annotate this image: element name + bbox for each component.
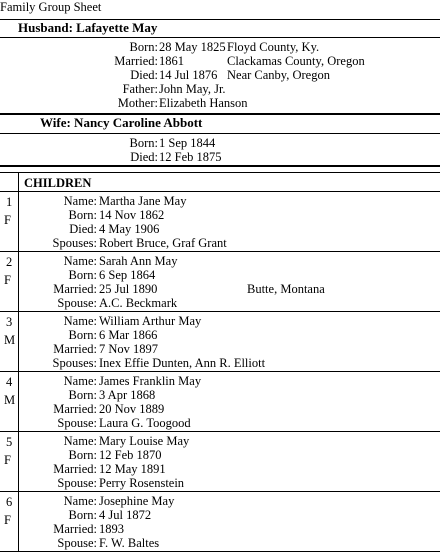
- child-fact-value: 12 May 1891: [99, 462, 166, 476]
- child-entry: [0, 492, 440, 552]
- child-fact-label: Married :: [53, 282, 97, 296]
- wife-fact-row: [0, 150, 440, 164]
- child-fact-label: Born :: [69, 328, 97, 342]
- wife-fact-value: 1 Sep 1844: [159, 136, 216, 150]
- child-fact-value: F. W. Baltes: [99, 536, 160, 550]
- child-sex: F: [4, 213, 11, 227]
- child-fact-row: [0, 222, 440, 236]
- child-fact-row: [0, 194, 440, 208]
- child-fact-label: Married :: [53, 462, 97, 476]
- child-fact-value: A.C. Beckmark: [99, 296, 178, 310]
- child-entry: [0, 252, 440, 312]
- child-separator-rule: [0, 551, 440, 552]
- child-sex: F: [4, 453, 11, 467]
- child-fact-label: Name :: [64, 194, 97, 208]
- child-fact-row: [0, 402, 440, 416]
- child-fact-row: [0, 476, 440, 490]
- child-fact-row: [0, 434, 440, 448]
- child-fact-label: Married :: [53, 342, 97, 356]
- husband-fact-row: [0, 54, 440, 68]
- child-number: 4: [6, 375, 13, 389]
- child-fact-value: Josephine May: [99, 494, 175, 508]
- child-sex: M: [4, 333, 16, 347]
- husband-heading: Husband: Lafayette May: [18, 20, 158, 35]
- child-fact-label: Died :: [69, 222, 97, 236]
- child-fact-value: 4 Jul 1872: [99, 508, 152, 522]
- child-fact-place: Butte, Montana: [247, 282, 325, 296]
- child-fact-label: Spouse :: [57, 536, 97, 550]
- child-number: 2: [6, 255, 13, 269]
- child-sex: M: [4, 393, 16, 407]
- husband-fact-value: John May, Jr.: [159, 82, 226, 96]
- husband-fact-label: Mother :: [118, 96, 158, 110]
- wife-heading: Wife: Nancy Caroline Abbott: [40, 115, 203, 130]
- child-fact-label: Married :: [53, 522, 97, 536]
- child-fact-value: Robert Bruce, Graf Grant: [99, 236, 227, 250]
- page-title: Family Group Sheet: [0, 0, 102, 14]
- husband-fact-value: Elizabeth Hanson: [159, 96, 248, 110]
- child-fact-value: 1893: [99, 522, 124, 536]
- child-fact-row: [0, 508, 440, 522]
- child-number: 3: [6, 315, 13, 329]
- wife-fact-value: 12 Feb 1875: [159, 150, 222, 164]
- child-fact-row: [0, 296, 440, 310]
- child-fact-row: [0, 374, 440, 388]
- children-top-rule: [0, 165, 440, 167]
- child-fact-label: Spouse :: [57, 296, 97, 310]
- child-fact-value: 4 May 1906: [99, 222, 160, 236]
- child-fact-value: 6 Sep 1864: [99, 268, 156, 282]
- child-sex: F: [4, 513, 11, 527]
- child-entry: [0, 192, 440, 252]
- child-fact-value: Laura G. Toogood: [99, 416, 191, 430]
- child-fact-label: Spouse :: [57, 416, 97, 430]
- child-fact-value: Mary Louise May: [99, 434, 190, 448]
- child-fact-value: 14 Nov 1862: [99, 208, 165, 222]
- children-heading: CHILDREN: [24, 176, 92, 190]
- husband-fact-row: [0, 82, 440, 96]
- child-fact-row: [0, 328, 440, 342]
- child-fact-row: [0, 268, 440, 282]
- child-fact-value: William Arthur May: [99, 314, 202, 328]
- child-fact-row: [0, 416, 440, 430]
- wife-fact-row: [0, 136, 440, 150]
- child-fact-row: [0, 254, 440, 268]
- child-fact-row: [0, 448, 440, 462]
- child-fact-value: 6 Mar 1866: [99, 328, 158, 342]
- wife-heading-rule: [0, 133, 440, 134]
- child-fact-label: Name :: [64, 434, 97, 448]
- child-number: 5: [6, 435, 13, 449]
- child-entry: [0, 372, 440, 432]
- husband-fact-label: Born :: [130, 40, 158, 54]
- child-fact-value: James Franklin May: [99, 374, 202, 388]
- child-fact-label: Name :: [64, 374, 97, 388]
- child-fact-label: Name :: [64, 314, 97, 328]
- child-number: 1: [6, 195, 13, 209]
- child-fact-label: Name :: [64, 254, 97, 268]
- child-sex: F: [4, 273, 11, 287]
- child-fact-label: Spouse :: [57, 476, 97, 490]
- child-fact-row: [0, 208, 440, 222]
- husband-heading-rule: [0, 37, 440, 38]
- child-fact-row: [0, 342, 440, 356]
- child-fact-value: Sarah Ann May: [99, 254, 178, 268]
- husband-fact-place: Clackamas County, Oregon: [227, 54, 365, 68]
- husband-fact-label: Died :: [130, 68, 158, 82]
- child-fact-label: Spouses :: [53, 236, 97, 250]
- child-fact-label: Name :: [64, 494, 97, 508]
- child-fact-label: Born :: [69, 268, 97, 282]
- child-fact-value: 12 Feb 1870: [99, 448, 162, 462]
- child-fact-row: [0, 388, 440, 402]
- child-fact-value: 7 Nov 1897: [99, 342, 159, 356]
- child-fact-row: [0, 462, 440, 476]
- child-fact-value: 20 Nov 1889: [99, 402, 165, 416]
- child-fact-label: Born :: [69, 208, 97, 222]
- child-fact-value: Inex Effie Dunten, Ann R. Elliott: [99, 356, 266, 370]
- child-fact-value: 3 Apr 1868: [99, 388, 156, 402]
- child-fact-label: Born :: [69, 508, 97, 522]
- husband-fact-label: Father :: [123, 82, 158, 96]
- wife-fact-label: Born :: [130, 136, 158, 150]
- child-fact-row: [0, 236, 440, 250]
- child-fact-row: [0, 314, 440, 328]
- child-fact-row: [0, 282, 440, 296]
- husband-fact-place: Floyd County, Ky.: [227, 40, 320, 54]
- child-fact-value: Martha Jane May: [99, 194, 187, 208]
- child-entry: [0, 312, 440, 372]
- child-fact-label: Married :: [53, 402, 97, 416]
- child-fact-row: [0, 494, 440, 508]
- children-inner-rule: [0, 172, 440, 173]
- husband-fact-label: Married :: [114, 54, 158, 68]
- husband-fact-value: 14 Jul 1876: [159, 68, 218, 82]
- child-fact-value: 25 Jul 1890: [99, 282, 158, 296]
- child-fact-label: Born :: [69, 388, 97, 402]
- child-fact-value: Perry Rosenstein: [99, 476, 185, 490]
- child-entry: [0, 432, 440, 492]
- husband-fact-row: [0, 40, 440, 54]
- child-fact-label: Born :: [69, 448, 97, 462]
- husband-fact-value: 1861: [159, 54, 184, 68]
- husband-fact-row: [0, 96, 440, 110]
- child-fact-label: Spouses :: [53, 356, 97, 370]
- child-number: 6: [6, 495, 13, 509]
- wife-fact-label: Died :: [130, 150, 158, 164]
- child-fact-row: [0, 356, 440, 370]
- child-fact-row: [0, 522, 440, 536]
- child-fact-row: [0, 536, 440, 550]
- husband-fact-value: 28 May 1825: [159, 40, 226, 54]
- husband-fact-row: [0, 68, 440, 82]
- husband-fact-place: Near Canby, Oregon: [227, 68, 330, 82]
